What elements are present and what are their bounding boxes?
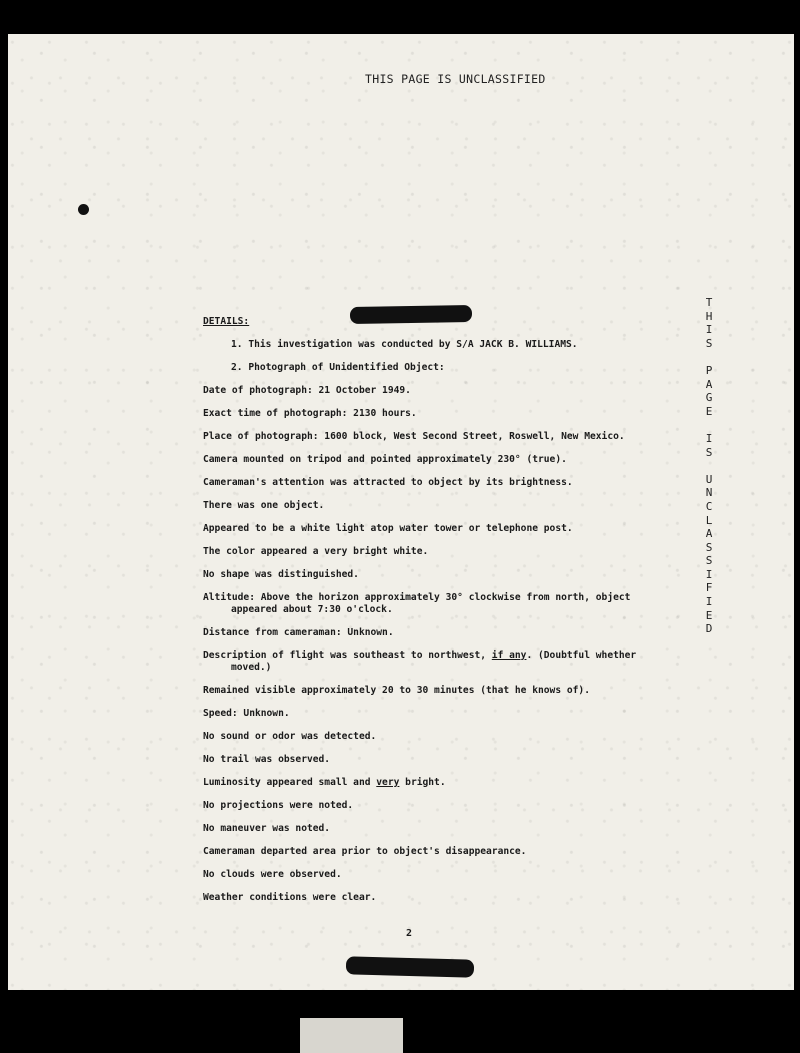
line-distance: Distance from cameraman: Unknown. — [203, 627, 394, 638]
flight-text-underlined: if any — [491, 650, 527, 661]
line-projections: No projections were noted. — [203, 800, 354, 811]
side-letter: U — [705, 472, 713, 486]
line-altitude-cont: appeared about 7:30 o'clock. — [231, 604, 393, 615]
side-letter: S — [705, 554, 713, 568]
line-shape: No shape was distinguished. — [203, 569, 359, 580]
line-attention: Cameraman's attention was attracted to object by its brightness. — [203, 477, 573, 488]
lum-text-underlined: very — [376, 777, 400, 788]
redaction-bar-top — [350, 305, 472, 324]
side-letter: D — [705, 622, 713, 636]
line-date: Date of photograph: 21 October 1949. — [203, 385, 411, 396]
details-heading: DETAILS: — [203, 316, 250, 327]
side-letter: S — [705, 336, 713, 350]
redaction-bar-bottom — [346, 956, 474, 977]
line-speed: Speed: Unknown. — [203, 708, 290, 719]
line-appeared: Appeared to be a white light atop water tower or telephone post. — [203, 523, 573, 534]
line-flight-cont: moved.) — [231, 662, 272, 673]
side-letter: E — [705, 608, 713, 622]
side-letter: I — [705, 567, 713, 581]
line-luminosity — [203, 777, 446, 788]
classification-header: THIS PAGE IS UNCLASSIFIED — [365, 72, 546, 86]
lum-text-b: bright. — [399, 777, 446, 788]
line-count: There was one object. — [203, 500, 325, 511]
side-letter: L — [705, 513, 713, 527]
lum-text-a: Luminosity appeared small and — [203, 777, 377, 788]
page-number: 2 — [406, 928, 413, 939]
line-flight — [203, 650, 636, 661]
side-letter — [702, 459, 716, 473]
item-2: 2. Photograph of Unidentified Object: — [231, 362, 445, 373]
line-color: The color appeared a very bright white. — [203, 546, 429, 557]
line-visible: Remained visible approximately 20 to 30 minutes (that he knows of). — [203, 685, 590, 696]
line-place: Place of photograph: 1600 block, West Second Street, Roswell, New Mexico. — [203, 431, 625, 442]
line-weather: Weather conditions were clear. — [203, 892, 377, 903]
side-letter: C — [705, 499, 713, 513]
line-time: Exact time of photograph: 2130 hours. — [203, 408, 417, 419]
side-letter: A — [705, 527, 713, 541]
side-letter: A — [705, 377, 713, 391]
line-camera: Camera mounted on tripod and pointed approximately 230° (true). — [203, 454, 567, 465]
side-letter: I — [705, 323, 713, 337]
side-letter: N — [705, 486, 713, 500]
side-letter — [702, 418, 716, 432]
side-letter: S — [705, 445, 713, 459]
side-letter: I — [705, 431, 713, 445]
scan-edge-strip — [300, 1018, 403, 1053]
side-letter: H — [705, 309, 713, 323]
line-clouds: No clouds were observed. — [203, 869, 342, 880]
side-letter: I — [705, 595, 713, 609]
line-maneuver: No maneuver was noted. — [203, 823, 331, 834]
punch-hole-mark — [78, 204, 89, 215]
side-classification-stamp — [702, 296, 716, 636]
line-altitude: Altitude: Above the horizon approximately 30° clockwise from north, object — [203, 592, 631, 603]
line-sound: No sound or odor was detected. — [203, 731, 377, 742]
line-departed: Cameraman departed area prior to object's disappearance. — [203, 846, 527, 857]
flight-text-a: Description of flight was southeast to northwest, — [203, 650, 492, 661]
flight-text-b: . (Doubtful whether — [526, 650, 637, 661]
side-letter: T — [705, 296, 713, 309]
line-trail: No trail was observed. — [203, 754, 331, 765]
side-letter: F — [705, 581, 713, 595]
side-letter: E — [705, 404, 713, 418]
side-letter: G — [705, 391, 713, 405]
side-letter: P — [705, 363, 713, 377]
item-1: 1. This investigation was conducted by S/A JACK B. WILLIAMS. — [231, 339, 578, 350]
side-letter: S — [705, 540, 713, 554]
side-letter — [702, 350, 716, 364]
